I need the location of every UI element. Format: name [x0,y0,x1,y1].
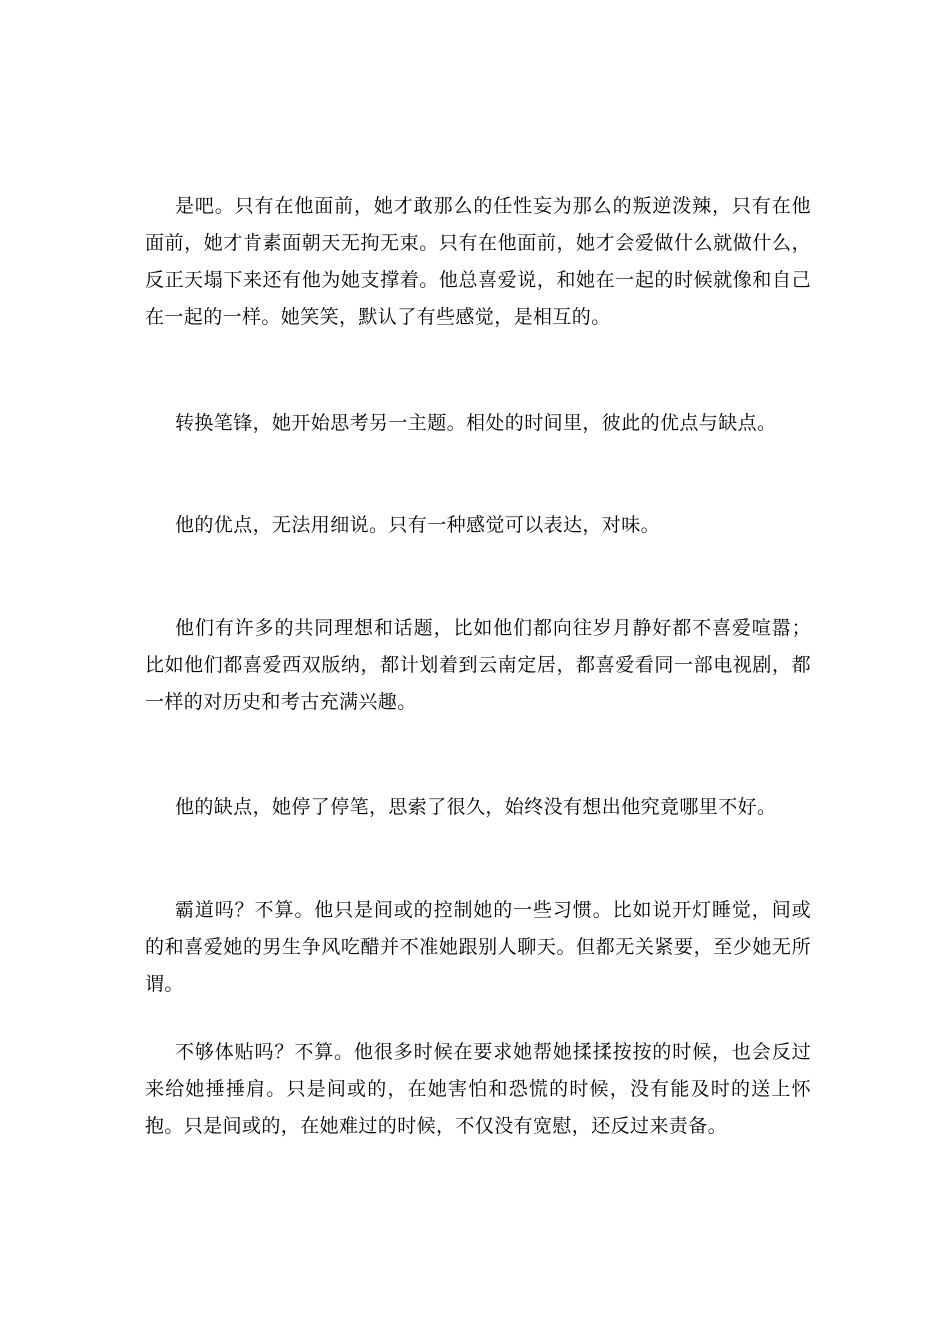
paragraph-2: 转换笔锋，她开始思考另一主题。相处的时间里，彼此的优点与缺点。 [175,412,777,434]
paragraph-3: 他的优点，无法用细说。只有一种感觉可以表达，对味。 [175,514,661,536]
paragraph-6: 霸道吗？不算。他只是间或的控制她的一些习惯。比如说开灯睡觉，间或的和喜爱她的男生争风吃醋并不准她跟别人聊天。但都无关紧要，至少她无所谓。 [145,899,811,995]
paragraph-7: 不够体贴吗？不算。他很多时候在要求她帮她揉揉按按的时候，也会反过来给她捶捶肩。只是间或的，在她害怕和恐慌的时候，没有能及时的送上怀抱。只是间或的，在她难过的时候，不仅没有宽慰，还反过来责备。 [145,1041,811,1137]
paragraph-1: 是吧。只有在他面前，她才敢那么的任性妄为那么的叛逆泼辣，只有在他面前，她才肯素面朝天无拘无束。只有在他面前，她才会爱做什么就做什么，反正天塌下来还有他为她支撑着。他总喜爱说，和她在一起的时候就像和自己在一起的一样。她笑笑，默认了有些感觉，是相互的。 [145,195,811,328]
paragraph-4: 他们有许多的共同理想和话题，比如他们都向往岁月静好都不喜爱喧嚣；比如他们都喜爱西双版纳，都计划着到云南定居，都喜爱看同一部电视剧，都一样的对历史和考古充满兴趣。 [145,617,811,713]
paragraph-5: 他的缺点，她停了停笔，思索了很久，始终没有想出他究竟哪里不好。 [175,796,777,818]
